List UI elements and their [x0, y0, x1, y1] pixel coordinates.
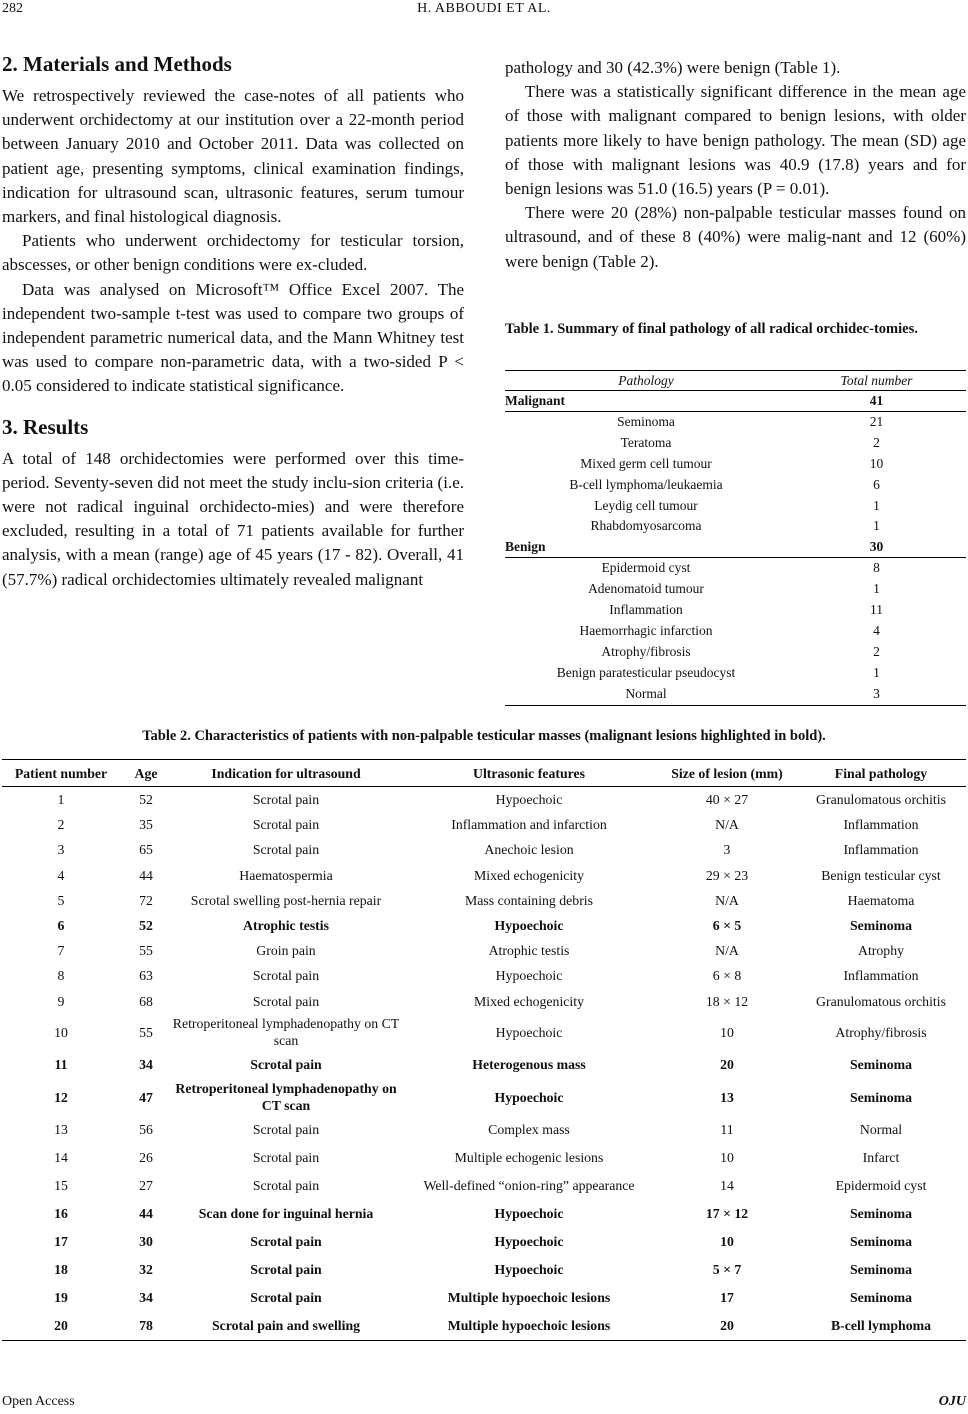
- table2-cell: Normal: [859, 1122, 903, 1138]
- footer-access: Open Access: [2, 1394, 75, 1409]
- table2-cell: 13: [720, 1089, 734, 1105]
- table2-cell: Atrophy/fibrosis: [835, 1024, 927, 1040]
- table2-row: [2, 938, 966, 963]
- paragraph: There were 20 (28%) non-palpable testicular masses found on ultrasound, and of these 8 (40%) were malig-nant and 12 (60%) were benign (Table 2).: [505, 203, 966, 271]
- table2-cell: 17 × 12: [705, 1206, 749, 1222]
- table1-cell: B-cell lymphoma/leukaemia: [569, 476, 723, 492]
- table2-cell: 1: [57, 792, 65, 808]
- table2-cell: Scrotal pain: [250, 1290, 322, 1306]
- table1-group-label: Benign: [505, 539, 546, 555]
- table2-cell: Scrotal pain: [250, 1262, 322, 1278]
- table1-group-total: 41: [869, 393, 884, 408]
- table2-cell: Scrotal pain: [252, 1178, 320, 1194]
- table2-row: [2, 963, 966, 988]
- table2-cell: Scrotal pain: [252, 817, 320, 833]
- table1-row: [505, 579, 966, 600]
- table2-cell: Scan done for inguinal hernia: [198, 1206, 374, 1222]
- table2-cell: 34: [139, 1290, 153, 1306]
- table2-cell: Scrotal pain: [250, 1057, 322, 1073]
- table2-row: [2, 863, 966, 888]
- table2-cell: 11: [54, 1057, 68, 1073]
- table2-cell: Scrotal pain: [252, 1122, 320, 1138]
- table2-cell: 2: [57, 817, 65, 833]
- table1-header-cell: Pathology: [618, 373, 674, 388]
- table2-cell: 16: [54, 1206, 68, 1222]
- table2-cell: 15: [54, 1178, 68, 1194]
- table2-cell: 35: [139, 817, 153, 833]
- table2-cell: Inflammation and infarction: [451, 817, 607, 833]
- table2-cell: Inflammation: [843, 842, 919, 858]
- table2-cell: Seminoma: [849, 918, 913, 934]
- table1-row: [505, 558, 966, 579]
- table2-cell: 55: [139, 1024, 153, 1040]
- table2-cell: Scrotal swelling post-hernia repair: [190, 892, 382, 908]
- table1-cell: 3: [873, 685, 880, 701]
- table2-cell: Atrophic testis: [243, 918, 329, 934]
- table1-row: [505, 475, 966, 496]
- table2-cell: 32: [139, 1262, 153, 1278]
- right-column: [505, 56, 966, 274]
- table2-cell: Inflammation: [843, 817, 919, 833]
- table2-row: [2, 1014, 966, 1051]
- table1-cell: 11: [870, 602, 883, 618]
- table2-cell: 12: [54, 1089, 68, 1105]
- table2-cell: 14: [720, 1178, 734, 1194]
- table2-cell: B-cell lymphoma: [830, 1318, 932, 1334]
- table1-header-row: [505, 370, 966, 391]
- table2-cell: Multiple echogenic lesions: [454, 1150, 604, 1166]
- section-heading-results: 3. Results: [2, 414, 89, 439]
- table2-cell: Hypoechoic: [494, 1262, 564, 1278]
- table1-row: [505, 621, 966, 642]
- table2-cell: 8: [57, 968, 65, 984]
- section-heading-methods: 2. Materials and Methods: [2, 52, 232, 76]
- table2-cell: 5 × 7: [712, 1262, 742, 1278]
- table1-row: [505, 600, 966, 621]
- table2-cell: 40 × 27: [705, 792, 749, 808]
- table1-cell: 21: [869, 414, 884, 429]
- table2-cell: Scrotal pain and swelling: [211, 1318, 361, 1334]
- table2-cell: Hypoechoic: [494, 1234, 564, 1250]
- table2-header-cell: Patient number: [14, 765, 108, 781]
- table2-cell: Seminoma: [849, 1089, 913, 1105]
- table1-group-label: Malignant: [505, 393, 566, 408]
- table1-cell: Haemorrhagic infarction: [579, 623, 713, 639]
- table2-cell: Mass containing debris: [465, 892, 593, 908]
- table1-row: [505, 454, 966, 475]
- table2-cell: Hypoechoic: [495, 968, 563, 984]
- table2-row: [2, 787, 966, 812]
- table2-cell: Heterogenous mass: [472, 1057, 586, 1073]
- table2-cell: Scrotal pain: [252, 968, 320, 984]
- table1-cell: Leydig cell tumour: [594, 497, 698, 513]
- table2-cell: 3: [57, 842, 65, 858]
- table2-cell: Seminoma: [849, 1262, 913, 1278]
- table2-cell: Atrophy: [858, 943, 904, 959]
- table2-cell: Well-defined “onion-ring” appearance: [423, 1178, 635, 1194]
- table2-cell: 17: [720, 1290, 734, 1306]
- table2-cell: Multiple hypoechoic lesions: [447, 1318, 611, 1334]
- table1-cell: Teratoma: [620, 434, 672, 450]
- table2-row: [2, 1312, 966, 1341]
- table2-header-cell: Age: [134, 765, 158, 781]
- table2-cell: 55: [139, 943, 153, 959]
- table2-cell: 29 × 23: [705, 867, 749, 883]
- table2-cell: Epidermoid cyst: [835, 1178, 927, 1194]
- table2-cell: 14: [54, 1150, 68, 1166]
- table2-row: [2, 812, 966, 837]
- table2-cell: 18: [54, 1262, 68, 1278]
- table2-cell: 20: [720, 1318, 734, 1334]
- table2-header-cell: Indication for ultrasound: [211, 765, 361, 781]
- table2-cell: 44: [139, 1206, 153, 1222]
- table1-cell: 4: [873, 623, 880, 639]
- table2-cell: N/A: [715, 817, 739, 833]
- table2-cell: 5: [57, 892, 65, 908]
- table2-cell: 11: [720, 1122, 734, 1138]
- table1-cell: Inflammation: [609, 602, 683, 618]
- table2-cell: Scrotal pain: [250, 1234, 322, 1250]
- table2-cell: Seminoma: [849, 1290, 913, 1306]
- table2-cell: Seminoma: [849, 1057, 913, 1073]
- table2-cell: Scrotal pain: [252, 1150, 320, 1166]
- table2-row: [2, 989, 966, 1014]
- running-title: H. ABBOUDI ET AL.: [417, 1, 551, 16]
- table2-cell: 47: [139, 1089, 153, 1105]
- table2-cell: Inflammation: [843, 968, 919, 984]
- table2-cell: Hypoechoic: [494, 918, 564, 934]
- table2-cell: Retroperitoneal lymphadenopathy on CT scan: [172, 1016, 400, 1049]
- table2-cell: 78: [139, 1318, 153, 1334]
- table1-cell: 2: [873, 434, 880, 450]
- table2-caption: Table 2. Characteristics of patients with non-palpable testicular masses (malignant lesions highlighted in bold).: [142, 728, 826, 744]
- table1-row: [505, 642, 966, 663]
- table1-header-cell: Total number: [840, 373, 913, 388]
- table1-cell: 1: [873, 581, 880, 597]
- table2-cell: 9: [57, 993, 65, 1009]
- table1-cell: Normal: [625, 685, 667, 701]
- table2-cell: 56: [139, 1122, 153, 1138]
- paragraph: Patients who underwent orchidectomy for testicular torsion, abscesses, or other benign conditions were ex-cluded.: [2, 231, 464, 275]
- table2-row: [2, 1228, 966, 1256]
- table1-cell: Rhabdomyosarcoma: [590, 518, 702, 534]
- table1-row: [505, 412, 966, 433]
- table2-cell: Hypoechoic: [495, 1024, 563, 1040]
- table2-cell: 63: [139, 968, 153, 984]
- table1-group-total: 30: [869, 539, 884, 555]
- table2-cell: Mixed echogenicity: [474, 993, 584, 1009]
- paragraph: A total of 148 orchidectomies were performed over this time-period. Seventy-seven did not meet the study inclu-sion criteria (i.e. were not radical inguinal orchidecto-mies) and were therefore excluded, resulting in a total of 71 patients available for further analysis, with a mean (range) age of 45 years (17 - 82). Overall, 41 (57.7%) radical orchidectomies ultimately revealed malignant: [2, 448, 464, 589]
- table1-row: [505, 496, 966, 517]
- table2-cell: 6 × 8: [712, 968, 742, 984]
- table2-cell: 4: [57, 867, 65, 883]
- table2-header-row: [2, 759, 966, 787]
- table1-cell: 10: [869, 455, 884, 471]
- table2-row: [2, 837, 966, 862]
- table2-cell: Benign testicular cyst: [821, 867, 941, 883]
- table2-cell: 20: [54, 1318, 68, 1334]
- table1-cell: Atrophy/fibrosis: [601, 643, 691, 659]
- table2-cell: 10: [720, 1234, 734, 1250]
- table2-cell: Retroperitoneal lymphadenopathy on CT scan: [175, 1081, 397, 1114]
- table1-row: [505, 516, 966, 537]
- table2-cell: 10: [54, 1024, 68, 1040]
- table2-row: [2, 1284, 966, 1312]
- table1-group-row: [505, 391, 966, 412]
- table2-header-cell: Final pathology: [834, 765, 928, 781]
- table2-cell: Haematospermia: [239, 867, 333, 883]
- table2-cell: 19: [54, 1290, 68, 1306]
- table2-cell: 6: [57, 918, 65, 934]
- table2: [2, 759, 966, 1341]
- table2-cell: 13: [54, 1122, 68, 1138]
- table2-cell: 52: [139, 918, 153, 934]
- table2-cell: Hypoechoic: [494, 1206, 564, 1222]
- footer-journal: OJU: [938, 1394, 966, 1409]
- table2-header-cell: Ultrasonic features: [472, 765, 585, 781]
- table2-row: [2, 1079, 966, 1116]
- table2-cell: Seminoma: [849, 1206, 913, 1222]
- table2-cell: 26: [139, 1150, 153, 1166]
- table2-cell: Haematoma: [847, 892, 915, 908]
- table2-cell: 34: [139, 1057, 153, 1073]
- table2-cell: 27: [139, 1178, 153, 1194]
- table1-cell: 2: [873, 643, 880, 659]
- table2-cell: 72: [139, 892, 153, 908]
- table1-row: [505, 684, 966, 706]
- table2-cell: 10: [720, 1024, 734, 1040]
- table2-cell: Anechoic lesion: [484, 842, 574, 858]
- page-number: 282: [2, 1, 23, 16]
- table2-cell: 68: [139, 993, 153, 1009]
- table2-cell: Groin pain: [256, 943, 316, 959]
- page-header: [0, 0, 968, 22]
- table1-cell: Adenomatoid tumour: [588, 581, 704, 597]
- table1-cell: 1: [873, 664, 880, 680]
- paragraph: pathology and 30 (42.3%) were benign (Table 1).: [505, 58, 841, 77]
- table2-cell: Atrophic testis: [488, 943, 570, 959]
- paragraph: There was a statistically significant difference in the mean age of those with malignant compared to benign lesions, with older patients more likely to have benign pathology. The mean (SD) age of those with malignant lesions was 40.9 (17.8) years and for benign lesions was 51.0 (16.5) years (P = 0.01).: [505, 82, 966, 199]
- table2-cell: 52: [139, 792, 153, 808]
- table1-cell: Mixed germ cell tumour: [580, 455, 712, 471]
- table2-cell: 6 × 5: [712, 918, 742, 934]
- table1-cell: 8: [873, 560, 880, 576]
- table1-cell: Benign paratesticular pseudocyst: [556, 664, 736, 680]
- table2-cell: N/A: [715, 892, 739, 908]
- table2-cell: Granulomatous orchitis: [816, 792, 946, 808]
- table2-row: [2, 1051, 966, 1079]
- table2-cell: Multiple hypoechoic lesions: [447, 1290, 611, 1306]
- table2-cell: 20: [720, 1057, 734, 1073]
- table1-cell: Seminoma: [617, 414, 675, 429]
- table1-group-row: [505, 537, 966, 558]
- table2-header-cell: Size of lesion (mm): [671, 765, 783, 781]
- table2-cell: 18 × 12: [705, 993, 749, 1009]
- table2-row: [2, 1116, 966, 1144]
- table2-cell: 44: [139, 867, 153, 883]
- paragraph: Data was analysed on Microsoft™ Office Excel 2007. The independent two-sample t-test was used to compare two groups of independent parametric numerical data, and the Mann Whitney test was used to compare non-parametric data, with a two-sided P < 0.05 considered to indicate statistical significance.: [2, 279, 464, 396]
- table2-row: [2, 1172, 966, 1200]
- table2-row: [2, 1256, 966, 1284]
- table2-cell: Mixed echogenicity: [474, 867, 584, 883]
- table2-cell: Seminoma: [849, 1234, 913, 1250]
- table1-row: [505, 433, 966, 454]
- table2-cell: Granulomatous orchitis: [816, 993, 946, 1009]
- table2-row: [2, 888, 966, 913]
- table2-cell: Scrotal pain: [252, 792, 320, 808]
- table1-cell: 1: [873, 497, 880, 513]
- table2-row: [2, 1144, 966, 1172]
- table2-cell: 17: [54, 1234, 68, 1250]
- table2-cell: 30: [139, 1234, 153, 1250]
- table1-cell: Epidermoid cyst: [601, 560, 691, 576]
- table2-cell: Hypoechoic: [495, 792, 563, 808]
- table2-cell: Complex mass: [488, 1122, 570, 1138]
- paragraph: We retrospectively reviewed the case-notes of all patients who underwent orchidectomy at our institution over a 22-month period between January 2010 and October 2011. Data was collected on patient age, presenting symptoms, clinical examination findings, indication for ultrasound scan, ultrasonic features, serum tumour markers, and final histological diagnosis.: [2, 86, 464, 227]
- table2-cell: Hypoechoic: [494, 1089, 564, 1105]
- table2-cell: 10: [720, 1150, 734, 1166]
- table2-cell: 3: [723, 842, 731, 858]
- table1: [505, 370, 966, 706]
- table2-cell: Scrotal pain: [252, 842, 320, 858]
- left-column: [2, 50, 464, 592]
- table2-cell: N/A: [715, 943, 739, 959]
- table2-row: [2, 913, 966, 938]
- table2-row: [2, 1200, 966, 1228]
- table1-cell: 1: [873, 518, 880, 534]
- table2-cell: 7: [57, 943, 65, 959]
- table2-cell: Infarct: [862, 1150, 900, 1166]
- table2-cell: 65: [139, 842, 153, 858]
- table1-row: [505, 663, 966, 684]
- table1-caption: Table 1. Summary of final pathology of all radical orchidec-tomies.: [505, 321, 918, 337]
- table1-cell: 6: [873, 476, 880, 492]
- table2-cell: Scrotal pain: [252, 993, 320, 1009]
